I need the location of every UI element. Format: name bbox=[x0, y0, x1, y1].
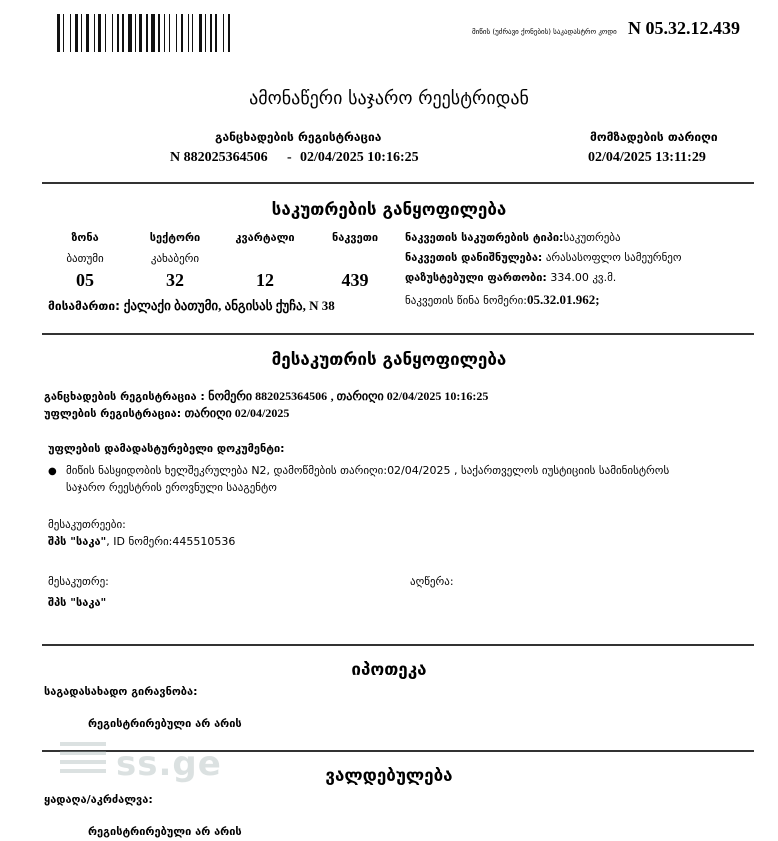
watermark-text: ss.ge bbox=[116, 744, 222, 784]
area-row bbox=[405, 271, 616, 284]
documents-label: უფლების დამადასტურებელი დოკუმენტი: bbox=[48, 442, 285, 455]
owners-row bbox=[48, 535, 235, 548]
divider bbox=[42, 182, 754, 184]
sector-value: 32 bbox=[166, 270, 184, 290]
barcode-bar bbox=[70, 14, 71, 52]
barcode-bar bbox=[151, 14, 155, 52]
seizure-label: ყადაღა/აკრძალვა: bbox=[44, 793, 153, 806]
quarter-value: 12 bbox=[256, 270, 274, 290]
bullet: ● bbox=[48, 466, 57, 477]
address-row bbox=[48, 298, 335, 314]
owner-section-heading: მესაკუთრის განყოფილება bbox=[271, 350, 507, 370]
area-label: დაზუსტებული ფართობი: bbox=[405, 271, 547, 284]
registration-number: N 882025364506 bbox=[170, 150, 268, 165]
document-item-line-1: მიწის ნასყიდობის ხელშეკრულება N2, დამოწმების თარიღი:02/04/2025 , საქართველოს იუსტიციის სამინისტროს bbox=[66, 464, 670, 477]
barcode-bar bbox=[117, 14, 120, 52]
application-registration-label: განცხადების რეგისტრაცია : bbox=[44, 390, 205, 403]
barcode-bar bbox=[210, 14, 211, 52]
registration-label: განცხადების რეგისტრაცია bbox=[215, 130, 382, 144]
owners-label: მესაკუთრეები: bbox=[48, 518, 126, 531]
barcode-bar bbox=[192, 14, 193, 52]
barcode-bar bbox=[98, 14, 101, 52]
preparation-datetime: 02/04/2025 13:11:29 bbox=[588, 150, 706, 165]
barcode-bar bbox=[164, 14, 165, 52]
barcode-bar bbox=[176, 14, 177, 52]
barcode-bar bbox=[122, 14, 123, 52]
barcode-bar bbox=[146, 14, 147, 52]
document-title: ამონაწერი საჯარო რეესტრიდან bbox=[249, 88, 529, 109]
barcode-bar bbox=[223, 14, 224, 52]
purpose-label: ნაკვეთის დანიშნულება: bbox=[405, 251, 543, 264]
registration-datetime: 02/04/2025 10:16:25 bbox=[300, 150, 419, 165]
address-label: მისამართი: bbox=[48, 299, 120, 313]
barcode-bar bbox=[199, 14, 202, 52]
barcode-bar bbox=[81, 14, 82, 52]
barcode-bar bbox=[215, 14, 218, 52]
barcode-bar bbox=[94, 14, 95, 52]
ownership-type-value: საკუთრება bbox=[563, 231, 621, 244]
barcode-bar bbox=[181, 14, 184, 52]
tax-lien-value: რეგისტრირებული არ არის bbox=[88, 717, 242, 730]
application-registration-date: , თარიღი 02/04/2025 10:16:25 bbox=[330, 389, 489, 403]
col-header-zone: ზონა bbox=[71, 231, 99, 244]
barcode-bar bbox=[188, 14, 189, 52]
barcode-bar bbox=[112, 14, 113, 52]
right-registration-label: უფლების რეგისტრაცია: bbox=[44, 407, 182, 420]
barcode-image bbox=[57, 14, 259, 52]
col-header-quarter: კვარტალი bbox=[235, 231, 295, 244]
registration-dash: - bbox=[287, 150, 292, 165]
parcel-value: 439 bbox=[341, 270, 369, 290]
barcode-bar bbox=[63, 14, 64, 52]
barcode-bar bbox=[139, 14, 142, 52]
barcode-bar bbox=[86, 14, 90, 52]
preparation-label: მომზადების თარიღი bbox=[590, 130, 718, 144]
cadastral-code-caption: მიწის (უძრავი ქონების) საკადასტრო კოდი bbox=[472, 28, 617, 36]
barcode-bar bbox=[205, 14, 206, 52]
application-registration-number: ნომერი 882025364506 bbox=[208, 389, 328, 403]
obligation-section-heading: ვალდებულება bbox=[325, 766, 453, 786]
barcode-bar bbox=[169, 14, 170, 52]
right-registration-row bbox=[44, 406, 289, 421]
col-header-parcel: ნაკვეთი bbox=[331, 231, 379, 244]
description-label: აღწერა: bbox=[410, 575, 454, 588]
divider bbox=[42, 333, 754, 335]
owners-id: , ID ნომერი:445510536 bbox=[106, 535, 236, 548]
barcode-bar bbox=[135, 14, 136, 52]
previous-number-value: 05.32.01.962; bbox=[527, 292, 600, 307]
cadastral-code: N 05.32.12.439 bbox=[628, 18, 740, 38]
zone-value: 05 bbox=[76, 270, 94, 290]
right-registration-date: თარიღი 02/04/2025 bbox=[184, 406, 290, 420]
purpose-value: არასასოფლო სამეურნეო bbox=[545, 251, 682, 264]
previous-number-row bbox=[405, 292, 600, 308]
owners-name: შპს "საკა" bbox=[48, 535, 107, 548]
barcode-bar bbox=[57, 14, 60, 52]
sector-name: კახაბერი bbox=[150, 252, 200, 265]
divider bbox=[42, 644, 754, 646]
barcode-bar bbox=[228, 14, 231, 52]
barcode-bar bbox=[128, 14, 132, 52]
ownership-type-label: ნაკვეთის საკუთრების ტიპი: bbox=[405, 231, 564, 244]
previous-number-label: ნაკვეთის წინა ნომერი: bbox=[405, 294, 528, 307]
owner-label: მესაკუთრე: bbox=[48, 575, 109, 588]
watermark-logo bbox=[60, 742, 222, 784]
mortgage-section-heading: იპოთეკა bbox=[351, 660, 427, 680]
tax-lien-label: საგადასახადო გირავნობა: bbox=[44, 685, 198, 698]
address-value: ქალაქი ბათუმი, ანგისას ქუჩა, N 38 bbox=[123, 298, 335, 313]
barcode-bar bbox=[105, 14, 106, 52]
owner-name: შპს "საკა" bbox=[48, 596, 107, 609]
barcode-bar bbox=[75, 14, 78, 52]
document-item-line-2: საჯარო რეესტრის ეროვნული სააგენტო bbox=[66, 481, 277, 494]
barcode-bar bbox=[158, 14, 161, 52]
application-registration-row bbox=[44, 389, 488, 404]
col-header-sector: სექტორი bbox=[149, 231, 201, 244]
zone-name: ბათუმი bbox=[66, 252, 104, 265]
ownership-type-row bbox=[405, 231, 621, 244]
purpose-row bbox=[405, 251, 682, 264]
area-value: 334.00 კვ.მ. bbox=[550, 271, 617, 284]
seizure-value: რეგისტრირებული არ არის bbox=[88, 825, 242, 838]
property-section-heading: საკუთრების განყოფილება bbox=[271, 200, 507, 220]
